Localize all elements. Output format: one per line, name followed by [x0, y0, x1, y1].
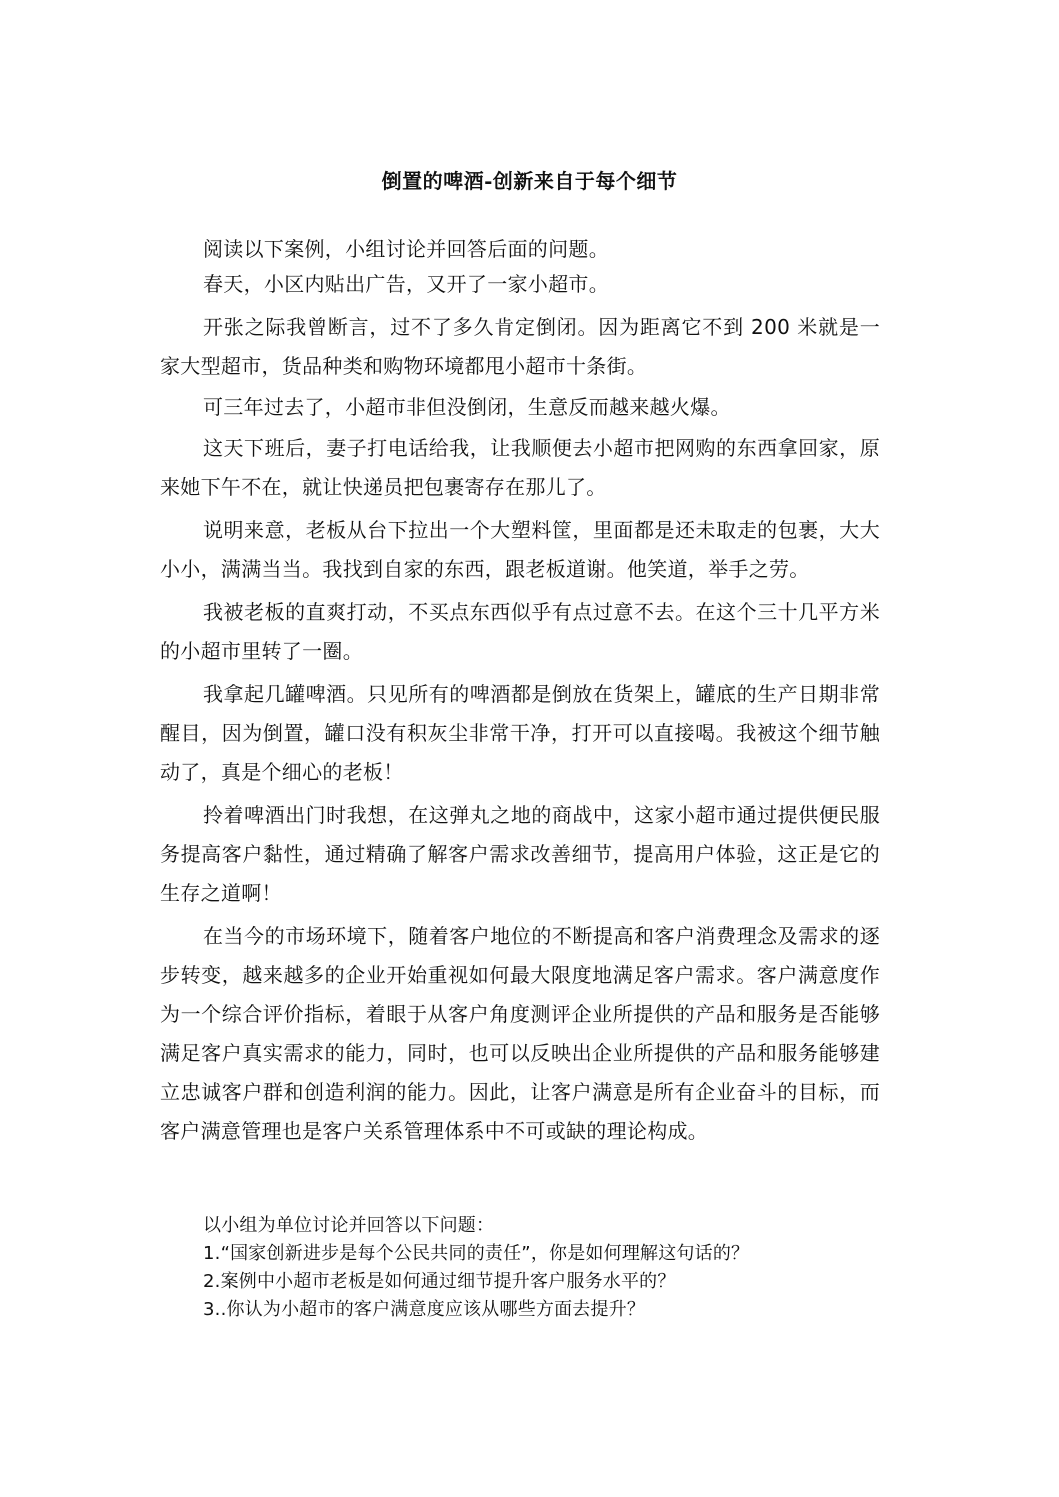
paragraph-7: 我拿起几罐啤酒。只见所有的啤酒都是倒放在货架上，罐底的生产日期非常醒目，因为倒置，罐口没有积灰尘非常干净，打开可以直接喝。我被这个细节触动了，真是个细心的老板！: [160, 682, 880, 784]
question-2: 2.案例中小超市老板是如何通过细节提升客户服务水平的？: [203, 1271, 676, 1292]
paragraph-1: 春天，小区内贴出广告，又开了一家小超市。: [203, 272, 609, 296]
paragraph-intro: 阅读以下案例，小组讨论并回答后面的问题。: [203, 237, 609, 261]
paragraph-3: 可三年过去了，小超市非但没倒闭，生意反而越来越火爆。: [203, 395, 731, 419]
question-3: 3..你认为小超市的客户满意度应该从哪些方面去提升？: [203, 1299, 646, 1320]
paragraph-4: 这天下班后，妻子打电话给我，让我顺便去小超市把网购的东西拿回家，原来她下午不在，就让快递员把包裹寄存在那儿了。: [160, 436, 880, 499]
paragraph-8: 拎着啤酒出门时我想，在这弹丸之地的商战中，这家小超市通过提供便民服务提高客户黏性，通过精确了解客户需求改善细节，提高用户体验，这正是它的生存之道啊！: [160, 803, 880, 905]
paragraph-5: 说明来意，老板从台下拉出一个大塑料筐，里面都是还未取走的包裹，大大小小，满满当当。我找到自家的东西，跟老板道谢。他笑道，举手之劳。: [160, 518, 880, 581]
document-title: 倒置的啤酒-创新来自于每个细节: [381, 169, 678, 193]
paragraph-9: 在当今的市场环境下，随着客户地位的不断提高和客户消费理念及需求的逐步转变，越来越多的企业开始重视如何最大限度地满足客户需求。客户满意度作为一个综合评价指标，着眼于从客户角度测评企业所提供的产品和服务是否能够满足客户真实需求的能力，同时，也可以反映出企业所提供的产品和服务能够建立忠诚客户群和创造利润的能力。因此，让客户满意是所有企业奋斗的目标，而客户满意管理也是客户关系管理体系中不可或缺的理论构成。: [160, 924, 880, 1143]
document-body: [160, 232, 880, 1151]
questions-block: [203, 1212, 883, 1324]
paragraph-2: 开张之际我曾断言，过不了多久肯定倒闭。因为距离它不到 200 米就是一家大型超市，货品种类和购物环境都甩小超市十条街。: [160, 315, 880, 378]
paragraph-6: 我被老板的直爽打动，不买点东西似乎有点过意不去。在这个三十几平方米的小超市里转了一圈。: [160, 600, 880, 663]
questions-intro: 以小组为单位讨论并回答以下问题：: [203, 1215, 495, 1236]
question-1: 1.“国家创新进步是每个公民共同的责任”，你是如何理解这句话的？: [203, 1243, 750, 1264]
